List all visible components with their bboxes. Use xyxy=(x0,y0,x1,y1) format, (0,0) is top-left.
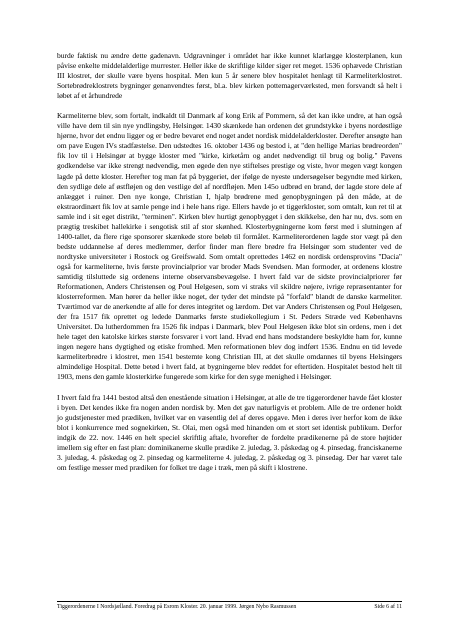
footer-divider xyxy=(57,601,402,602)
paragraph-gap xyxy=(57,101,402,111)
body-text xyxy=(57,51,402,473)
page-number: Side 6 af 11 xyxy=(374,604,402,610)
paragraph-gap xyxy=(57,383,402,393)
paragraph-1: burde faktisk nu ændre dette gadenavn. Udgravninger i området har ikke kunnet klarlægge klosterplanen, kun påvise enkelte middelalderlige murrester. Heller ikke de skriftlige kilder siger ret meget. 1536 ophævede Christian III klostret, der skulle være byens hospital. Men kun 5 år senere blev hospitalet henlagt til Karmeliterklostret. Sortebrødreklostrets bygninger genanvendtes først, bl.a. blev kirken pottemagerværksted, men forsvandt så helt i løbet af et århundrede xyxy=(57,51,402,101)
paragraph-2: Karmeliterne blev, som fortalt, indkaldt til Danmark af kong Erik af Pommern, så det kan ikke undre, at han også ville have dem til sin nye yndlingsby, Helsingør. 1430 skænkede han ordenen det grundstykke i byens nordøstlige hjørne, hvor det endnu ligger og er bedre bevaret end noget andet nordisk middelalderkloster. Derefter ansøgte han om pave Eugen IVs stadfæstelse. Den udstedtes 16. oktober 1436 og bestod i, at "den hellige Marias brødreorden" fik lov til i Helsingør at bygge kloster med "kirke, kirketårn og andet nødvendigt til brug og bolig." Pavens godkendelse var ikke strengt nødvendig, men øgede den nye stiftelses prestige og viste, hvor megen vægt kongen lagde på dette kloster. Herefter tog man fat på byggeriet, der ifølge de nyeste undersøgelser begyndte med kirken, den sydlige dele af østfløjen og den vestlige del af nordfløjen. Men 145o udbrød en brand, der lagde store dele af anlægget i ruiner. Den nye konge, Christian I, hjalp brødrene med genopbygningen på den måde, at de ekstraordinært fik lov at samle penge ind i hele hans rige. Ellers havde jo et tiggerkloster, som omtalt, kun ret til at samle ind i sit eget distrikt, "terminen". Kirken blev hurtigt genopbygget i den skikkelse, den har nu, dvs. som en prægtig treskibet hallekirke i sengotisk stil af stor skønhed. Klosterbygningerne kom først med i slutningen af 1400-tallet, da flere rige sponsorer skænkede store beløb til formålet. Karmeliterordenen lagde stor vægt på den bedste uddannelse af deres medlemmer, derfor finder man flere brødre fra Helsingør som studenter ved de nordtyske universiteter i Rostock og Greifswald. Som omtalt oprettedes 1462 en nordisk ordensprovins "Dacia" også for karmeliterne, hvis første provincialprior var broder Mads Svendsen. Man formoder, at ordenens klostre samtidig tilsluttede sig ordenens interne observansbevægelse. I hvert fald var de sidste provincialpriorer før Reformationen, Anders Christensen og Poul Helgesen, som vi straks vil skildre nøjere, ivrige repræsentanter for klosterreformen. Man hører da heller ikke noget, der tyder det mindste på "forfald" blandt de danske karmeliter. Tværtimod var de anerkendte af alle for deres integritet og lærdom. Det var Anders Christensen og Poul Helgesen, der fra 1517 fik oprettet og ledede Danmarks første studiekollegium i St. Peders Stræde ved Københavns Universitet. Da lutherdommen fra 1526 fik indpas i Danmark, blev Poul Helgesen ikke blot sin ordens, men i det hele taget den katolske kirkes største forsvarer i vort land. Hvad end hans modstandere beskyldte ham for, kunne ingen negere hans dygtighed og etiske fromhed. Men reformationen blev dog indført 1536. Endnu en tid levede karmeliterbrødre i klostret, men 1541 bestemte kong Christian III, at det skulle omdannes til byens Helsingørs almindelige Hospital. Dette betød i hvert fald, at bygningerne blev reddet for eftertiden. Hospitalet bestod helt til 1903, mens den gamle klosterkirke fungerede som kirke for den syge menighed i Helsingør. xyxy=(57,111,402,382)
paragraph-3: I hvert fald fra 1441 bestod altså den enestående situation i Helsingør, at alle de tre tiggerordener havde fået kloster i byen. Det kendes ikke fra nogen anden nordisk by. Men det gav naturligvis et problem. Alle de tre ordener holdt jo gudstjenester med prædiken, hvilket var en væsentlig del af deres opgave. Men i deres iver herfor kom de ikke blot i konkurrence med sognekirken, St. Olai, men også med hinanden om et stort set identisk publikum. Derfor indgik de 22. nov. 1446 en helt speciel skriftlig aftale, hvorefter de fordelte prædikenerne på de store højtider imellem sig efter en fast plan: dominikanerne skulle prædike 2. juledag, 3. påskedag og 4. pinsedag, franciskanerne 3. juledag, 4. påskedag og 2. pinsedag og karmeliterne 4. juledag, 2. påskedag og 3. pinsedag. Der har været tale om festlige messer med prædiken for folket tre dage i træk, men på skift i klostrene. xyxy=(57,392,402,472)
footer-citation: Tiggerordenerne I Nordsjælland. Foredrag på Esrom Kloster. 20. januar 1999. Jørgen Nybo Rasmussen xyxy=(57,604,297,610)
